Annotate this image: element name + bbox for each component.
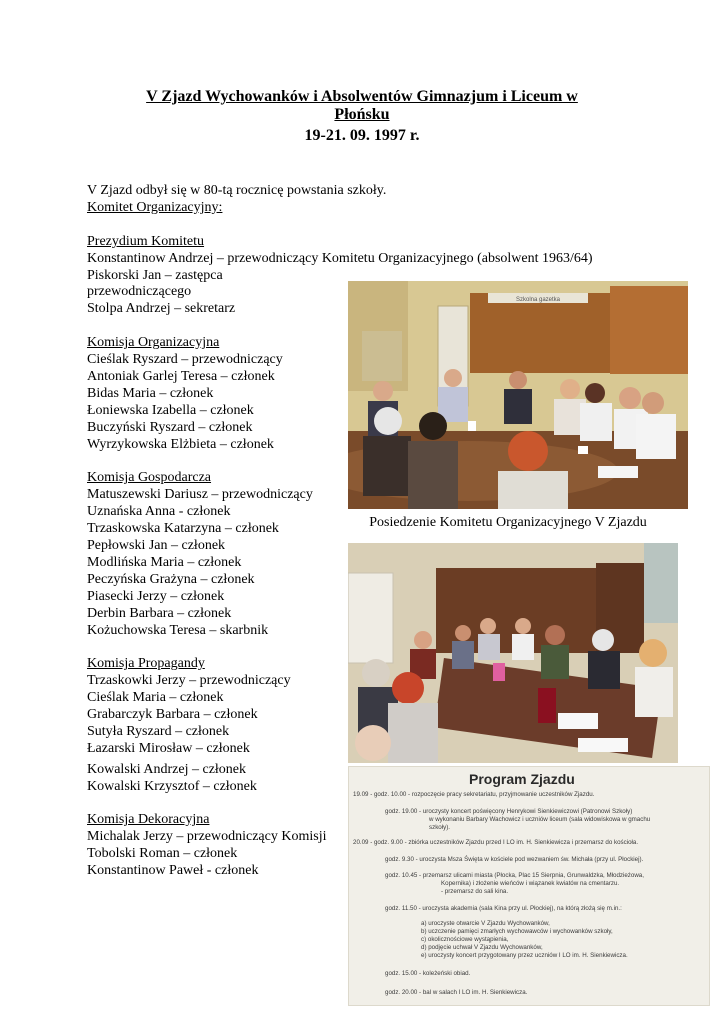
- program-line: Kopernika) i złożenie wieńców i wiązanek kwiatów na cmentarzu.: [441, 880, 620, 887]
- committee-meeting-photo: [348, 281, 688, 509]
- gospodarcza-line: Kożuchowska Teresa – skarbnik: [87, 622, 269, 638]
- prezydium-line: Stolpa Andrzej – sekretarz: [87, 301, 236, 317]
- program-line: godz. 11.50 - uroczysta akademia (sala Kina przy ul. Płockiej), na którą złożą się m.in.:: [385, 905, 622, 912]
- program-line: a) uroczyste otwarcie V Zjazdu Wychowanków,: [421, 920, 550, 927]
- meeting-photo-illustration: [348, 281, 688, 509]
- program-line: w wykonaniu Barbary Wachowicz i uczniów liceum (sala widowiskowa w gmachu: [429, 816, 651, 823]
- propagandy-line: Trzaskowki Jerzy – przewodniczący: [87, 673, 291, 689]
- title-line-2: Płońsku: [334, 106, 390, 123]
- gospodarcza-line: Peczyńska Grażyna – członek: [87, 571, 255, 587]
- gospodarcza-line: Piasecki Jerzy – członek: [87, 588, 225, 604]
- dekoracyjna-line: Michalak Jerzy – przewodniczący Komisji: [87, 829, 327, 845]
- photo-sign-text: Szkolna gazetka: [515, 297, 561, 303]
- propagandy-line: Sutyła Ryszard – członek: [87, 723, 230, 739]
- organizacyjna-line: Cieślak Ryszard – przewodniczący: [87, 352, 283, 368]
- dekoracyjna-line: Konstantinow Paweł - członek: [87, 863, 259, 879]
- program-schedule: [348, 766, 710, 1006]
- propagandy-line: Łazarski Mirosław – członek: [87, 740, 250, 756]
- gospodarcza-line: Modlińska Maria – członek: [87, 554, 242, 570]
- program-title: Program Zjazdu: [469, 771, 575, 787]
- meeting-room-photo: [348, 543, 678, 763]
- gospodarcza-line: Pepłowski Jan – członek: [87, 537, 226, 553]
- prezydium-line: przewodniczącego: [87, 284, 192, 300]
- program-line: 20.09 - godz. 9.00 - zbiórka uczestników Zjazdu przed I LO im. H. Sienkiewicza i przemarsz do kościoła.: [353, 839, 639, 846]
- propagandy-line: Grabarczyk Barbara – członek: [87, 707, 258, 723]
- dekoracyjna-line: Tobolski Roman – członek: [87, 846, 238, 862]
- document-title: [110, 88, 614, 145]
- program-line: b) uczczenie pamięci zmarłych wychowawców i wychowanków szkoły,: [421, 928, 613, 935]
- prezydium-line: Piskorski Jan – zastępca: [87, 267, 223, 283]
- program-line: godz. 10.45 - przemarsz ulicami miasta (Płocka, Plac 15 Sierpnia, Grunwaldzka, Młodzieżowa,: [385, 872, 644, 879]
- propagandy-line: Cieślak Maria – członek: [87, 690, 224, 706]
- program-line: godz. 19.00 - uroczysty koncert poświęcony Henrykowi Sienkiewiczowi (Patronowi Szkoły): [385, 808, 633, 815]
- gospodarcza-line: Derbin Barbara – członek: [87, 605, 232, 621]
- organizacyjna-heading: Komisja Organizacyjna: [87, 335, 220, 351]
- program-line: e) uroczysty koncert przygotowany przez uczniów I LO im. H. Sienkiewicza.: [421, 952, 628, 959]
- program-line: 19.09 - godz. 10.00 - rozpoczęcie pracy sekretariatu, przyjmowanie uczestników Zjazdu.: [353, 791, 595, 798]
- organizacyjna-line: Antoniak Garlej Teresa – członek: [87, 368, 275, 384]
- program-line: godz. 20.00 - bal w salach I LO im. H. Sienkiewicza.: [385, 989, 528, 996]
- gospodarcza-line: Uznańska Anna - członek: [87, 504, 231, 520]
- organizacyjna-line: Bidas Maria – członek: [87, 385, 214, 401]
- program-line: c) okolicznościowe wystąpienia,: [421, 936, 509, 943]
- title-line-1: V Zjazd Wychowanków i Absolwentów Gimnazjum i Liceum w: [146, 88, 578, 105]
- gospodarcza-line: Matuszewski Dariusz – przewodniczący: [87, 487, 313, 503]
- gospodarcza-heading: Komisja Gospodarcza: [87, 470, 212, 486]
- program-line: - przemarsz do sali kina.: [441, 888, 509, 895]
- propagandy-line: Kowalski Krzysztof – członek: [87, 778, 257, 794]
- program-line: d) podjęcie uchwał V Zjazdu Wychowanków,: [421, 944, 543, 951]
- program-line: szkoły).: [429, 824, 450, 831]
- title-dates: 19-21. 09. 1997 r.: [304, 127, 420, 144]
- prezydium-heading: Prezydium Komitetu: [87, 233, 205, 249]
- propagandy-line: Kowalski Andrzej – członek: [87, 761, 247, 777]
- meeting-room-illustration: [348, 543, 678, 763]
- propagandy-heading: Komisja Propagandy: [87, 656, 205, 672]
- organizacyjna-line: Buczyński Ryszard – członek: [87, 419, 253, 435]
- intro-text: V Zjazd odbył się w 80-tą rocznicę powstania szkoły.: [87, 183, 387, 198]
- committee-heading: Komitet Organizacyjny:: [87, 199, 223, 215]
- program-line: godz. 15.00 - koleżeński obiad.: [385, 970, 471, 977]
- gospodarcza-line: Trzaskowska Katarzyna – członek: [87, 521, 279, 537]
- photo-caption: Posiedzenie Komitetu Organizacyjnego V Zjazdu: [369, 515, 647, 530]
- prezydium-line: Konstantinow Andrzej – przewodniczący Komitetu Organizacyjnego (absolwent 1963/64): [87, 250, 593, 266]
- program-line: godz. 9.30 - uroczysta Msza Święta w kościele pod wezwaniem św. Michała (przy ul. Płockiej).: [385, 856, 644, 863]
- organizacyjna-line: Wyrzykowska Elżbieta – członek: [87, 436, 274, 452]
- organizacyjna-line: Łoniewska Izabella – członek: [87, 402, 254, 418]
- dekoracyjna-heading: Komisja Dekoracyjna: [87, 812, 210, 828]
